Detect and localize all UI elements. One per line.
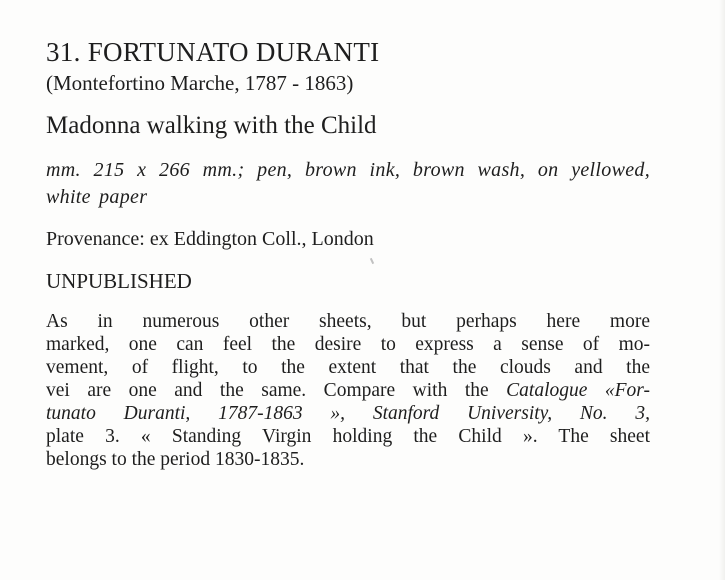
- publication-status: UNPUBLISHED: [46, 269, 192, 293]
- description-line: plate 3. « Standing Virgin holding the Child ». The sheet: [46, 426, 650, 447]
- artwork-medium: mm. 215 x 266 mm.; pen, brown ink, brown wash, on yellowed, white paper: [46, 159, 650, 208]
- catalogue-reference: tunato Duranti, 1787-1863 », Stanford University, No. 3,: [46, 403, 650, 424]
- description-paragraph: [46, 310, 650, 471]
- entry-heading: 31. FORTUNATO DURANTI: [46, 37, 380, 67]
- artist-lifespan: (Montefortino Marche, 1787 - 1863): [46, 71, 354, 95]
- provenance-line: Provenance: ex Eddington Coll., London: [46, 228, 374, 250]
- description-line: [46, 402, 650, 425]
- description-line: [46, 379, 650, 402]
- description-line: vement, of flight, to the extent that the clouds and the: [46, 357, 650, 378]
- paper-speck: [370, 258, 374, 264]
- catalogue-reference: Catalogue «For-: [506, 380, 651, 401]
- description-line: As in numerous other sheets, but perhaps here more: [46, 311, 650, 332]
- description-line: belongs to the period 1830-1835.: [46, 449, 305, 470]
- page-edge-shadow: [719, 0, 725, 580]
- artwork-title: Madonna walking with the Child: [46, 112, 377, 139]
- description-text: vei are one and the same. Compare with the: [46, 380, 507, 401]
- description-line: marked, one can feel the desire to express a sense of mo-: [46, 334, 650, 355]
